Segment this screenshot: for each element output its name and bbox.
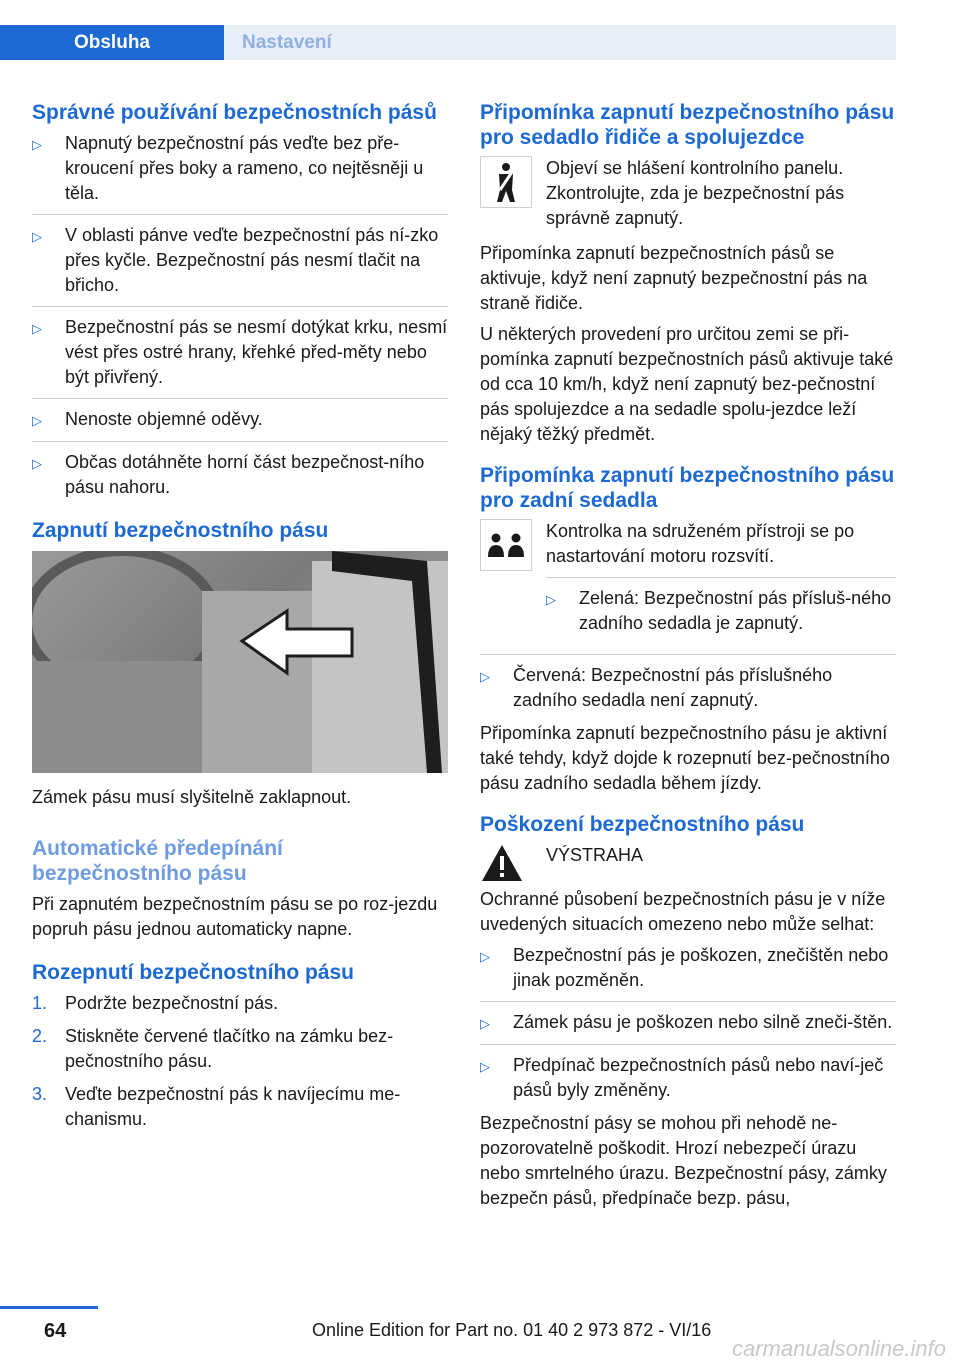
list-item	[32, 131, 448, 206]
footer-accent-line	[0, 1306, 98, 1309]
heading-belt-damage: Poškození bezpečnostního pásu	[480, 813, 805, 836]
list-item	[32, 407, 448, 433]
triangle-right-icon: ▷	[32, 413, 42, 428]
list-item-text: Nenoste objemné oděvy.	[65, 409, 263, 429]
list-item	[32, 991, 448, 1016]
divider	[32, 398, 448, 399]
divider	[480, 1001, 896, 1002]
step-number: 3.	[32, 1084, 48, 1104]
rear-reminder-icon-text: Kontrolka na sdruženém přístroji se po nastartování motoru rozsvítí.	[546, 521, 855, 566]
heading-unfasten: Rozepnutí bezpečnostního pásu	[32, 961, 355, 984]
triangle-right-icon: ▷	[32, 456, 42, 471]
step-number: 1.	[32, 993, 48, 1013]
tab-nastaveni-label: Nastavení	[242, 31, 332, 53]
seatbelt-warning-icon	[480, 156, 532, 208]
list-item	[32, 223, 448, 298]
list-item	[32, 1082, 448, 1132]
list-item-text: Napnutý bezpečnostní pás veďte bez pře-kroucení přes boky a rameno, co nejtěsněji u těla.	[65, 133, 424, 203]
list-item	[546, 586, 896, 636]
left-column	[32, 100, 448, 1140]
warning-triangle-icon	[480, 843, 532, 887]
list-item	[480, 663, 896, 713]
list-item-text: Předpínač bezpečnostních pásů nebo naví-ječ pásů byly změněny.	[513, 1055, 884, 1100]
triangle-right-icon: ▷	[546, 592, 556, 607]
list-item-text: Zámek pásu je poškozen nebo silně zneči-štěn.	[513, 1012, 893, 1032]
step-text: Veďte bezpečnostní pás k navíjecímu me-chanismu.	[65, 1084, 401, 1129]
heading-auto-pretension: Automatické předepínání bezpečnostního pásu	[32, 837, 283, 885]
list-item	[480, 1053, 896, 1103]
list-item-text: Bezpečnostní pás se nesmí dotýkat krku, nesmí vést přes ostré hrany, křehké před-měty nebo být přivřený.	[65, 317, 448, 387]
front-reminder-icon-text: Objeví se hlášení kontrolního panelu. Zkontrolujte, zda je bezpečnostní pás správně zapnutý.	[546, 158, 845, 228]
paragraph-rear-unfasten: Připomínka zapnutí bezpečnostního pásu je aktivní také tehdy, když dojde k rozepnutí bez-pečnostního pásu zadního sedadla během jízdy.	[480, 723, 890, 793]
list-item-text: Zelená: Bezpečnostní pás přísluš-ného zadního sedadla je zapnutý.	[579, 588, 892, 633]
paragraph-buckle-click: Zámek pásu musí slyšitelně zaklapnout.	[32, 787, 352, 807]
paragraph-driver-reminder: Připomínka zapnutí bezpečnostních pásů se aktivuje, když není zapnutý bezpečnostní pás na straně řidiče.	[480, 243, 868, 313]
rear-seat-occupants-icon	[480, 519, 532, 571]
warning-icon-row	[480, 843, 896, 887]
correct-use-list	[32, 131, 448, 500]
divider	[480, 654, 896, 655]
triangle-right-icon: ▷	[480, 949, 490, 964]
triangle-right-icon: ▷	[480, 669, 490, 684]
step-text: Podržte bezpečnostní pás.	[65, 993, 279, 1013]
list-item	[32, 1024, 448, 1074]
heading-rear-reminder: Připomínka zapnutí bezpečnostního pásu pro zadní sedadla	[480, 464, 895, 512]
triangle-right-icon: ▷	[480, 1059, 490, 1074]
divider	[32, 214, 448, 215]
step-text: Stiskněte červené tlačítko na zámku bez-pečnostního pásu.	[65, 1026, 394, 1071]
tab-obsluha[interactable]: Obsluha	[0, 25, 224, 60]
edition-text: Online Edition for Part no. 01 40 2 973 872 - VI/16	[312, 1320, 712, 1340]
list-item	[32, 315, 448, 390]
triangle-right-icon: ▷	[32, 137, 42, 152]
divider	[480, 1044, 896, 1045]
unfasten-steps	[32, 991, 448, 1132]
paragraph-passenger-reminder: U některých provedení pro určitou zemi se při-pomínka zapnutí bezpečnostních pásů aktivuje také od cca 10 km/h, když není zapnutý bez-pečnostní pás spolujezdce a na sedadle spolu-jezdce leží nějaký těžký předmět.	[480, 324, 894, 444]
list-item	[480, 1010, 896, 1036]
warning-text: Ochranné působení bezpečnostních pásu je v níže uvedených situacích omezeno nebo může selhat:	[480, 889, 886, 934]
list-item	[480, 943, 896, 993]
triangle-right-icon: ▷	[480, 1016, 490, 1031]
triangle-right-icon: ▷	[32, 229, 42, 244]
damage-list	[480, 943, 896, 1103]
right-column	[480, 100, 896, 1217]
divider	[546, 577, 896, 578]
list-item-text: Bezpečnostní pás je poškozen, znečištěn nebo jinak pozměněn.	[513, 945, 889, 990]
front-reminder-icon-row	[480, 156, 896, 231]
rear-reminder-icon-row	[480, 519, 896, 644]
watermark: carmanualsonline.info	[731, 1336, 946, 1361]
tab-bar	[0, 25, 896, 60]
heading-front-reminder: Připomínka zapnutí bezpečnostního pásu pro sedadlo řidiče a spolujezdce	[480, 101, 895, 149]
seatbelt-photo-illustration	[32, 551, 448, 773]
heading-fasten-belt: Zapnutí bezpečnostního pásu	[32, 519, 329, 542]
list-item-text: Červená: Bezpečnostní pás příslušného zadního sedadla není zapnutý.	[513, 665, 833, 710]
paragraph-auto-pretension: Při zapnutém bezpečnostním pásu se po roz-jezdu popruh pásu jednou automaticky napne.	[32, 894, 438, 939]
triangle-right-icon: ▷	[32, 321, 42, 336]
divider	[32, 441, 448, 442]
list-item	[32, 450, 448, 500]
heading-correct-use: Správné používání bezpečnostních pásů	[32, 101, 437, 124]
page-number: 64	[44, 1320, 67, 1342]
list-item-text: Občas dotáhněte horní část bezpečnost-ního pásu nahoru.	[65, 452, 425, 497]
list-item-text: V oblasti pánve veďte bezpečnostní pás ní-zko přes kyčle. Bezpečnostní pás nesmí tlačit na břicho.	[65, 225, 439, 295]
step-number: 2.	[32, 1026, 48, 1046]
paragraph-accident-damage: Bezpečnostní pásy se mohou při nehodě ne-pozorovatelně poškodit. Hrozí nebezpečí úrazu nebo smrtelného úrazu. Bezpečnostní pásy, zámky bezpečn pásů, předpínače bezp. pásu,	[480, 1113, 887, 1208]
divider	[32, 306, 448, 307]
tab-nastaveni[interactable]	[224, 25, 896, 60]
warning-title: VÝSTRAHA	[546, 845, 644, 865]
seatbelt-buckle-photo	[32, 551, 448, 773]
